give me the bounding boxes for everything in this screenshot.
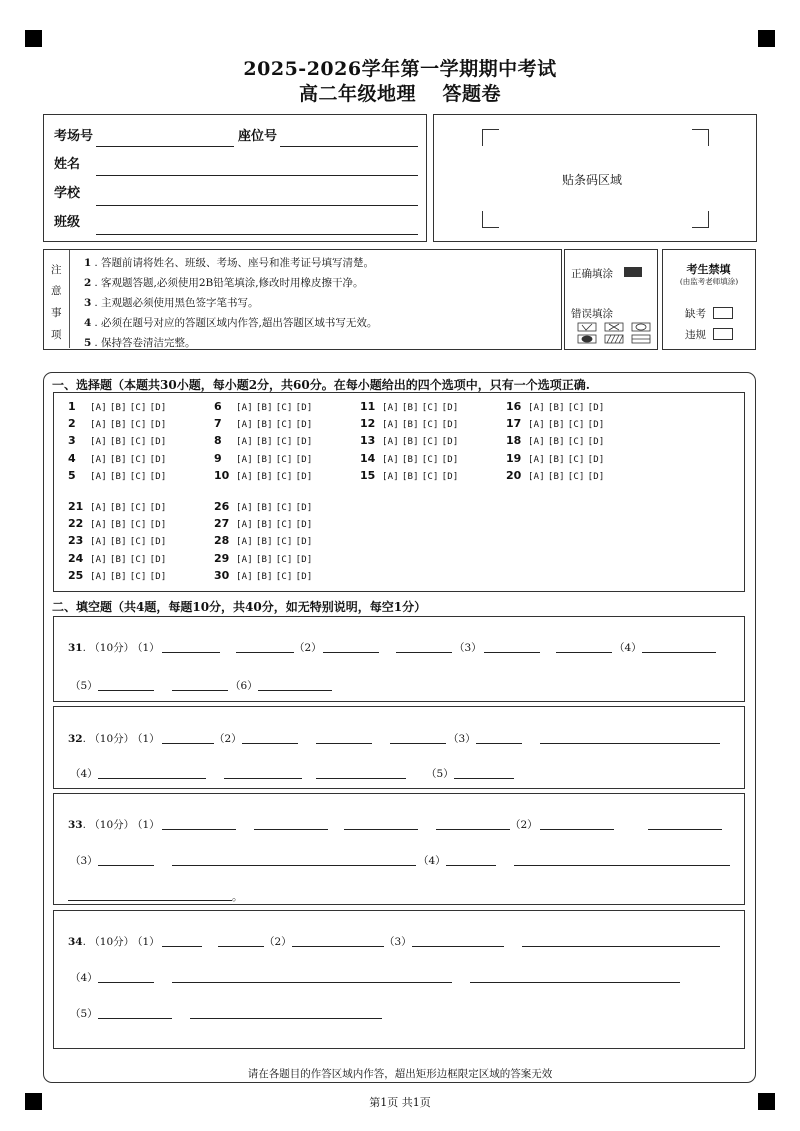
correct-fill-label: 正确填涂 (571, 268, 613, 280)
q32-label: 32. （10分） (68, 733, 135, 745)
choice-bubble[interactable]: [B] (255, 503, 273, 513)
notice-item: 3 . 主观题必须使用黑色签字笔书写。 (84, 297, 259, 309)
paper-subtitle: 高二年级地理 答题卷 (298, 83, 502, 105)
q31-blank[interactable] (484, 652, 540, 653)
choice-question (360, 434, 461, 447)
notice-side-char: 意 (51, 285, 62, 297)
q33-blank[interactable] (446, 865, 496, 866)
choice-bubble[interactable]: [A] (528, 403, 545, 413)
barcode-area (433, 114, 757, 242)
choice-bubble[interactable]: [A] (236, 520, 253, 531)
q31-blank[interactable] (98, 690, 154, 691)
choice-question (68, 400, 169, 413)
choice-question (68, 417, 169, 430)
choice-bubble[interactable]: [B] (547, 454, 565, 465)
choice-bubble[interactable]: [C] (275, 420, 293, 431)
choice-bubble[interactable]: [B] (547, 420, 565, 431)
choice-question (68, 534, 169, 547)
choice-question (506, 469, 607, 482)
q34-blank[interactable] (218, 946, 264, 947)
choice-bubble[interactable]: [D] (587, 454, 605, 465)
name-field[interactable] (96, 175, 418, 176)
choice-bubble[interactable]: [C] (567, 471, 585, 482)
question-number: 25 (68, 568, 84, 582)
school-field[interactable] (96, 205, 418, 206)
q32-part2-label: （2） (214, 733, 242, 745)
choice-bubble[interactable]: [D] (587, 403, 605, 413)
choice-bubble[interactable]: [B] (109, 520, 127, 531)
choice-bubble[interactable]: [A] (90, 520, 107, 531)
choice-bubble[interactable]: [C] (421, 403, 439, 413)
choice-bubble[interactable]: [B] (109, 437, 127, 448)
barcode-label: 贴条码区域 (562, 173, 623, 187)
question-number: 18 (506, 434, 522, 448)
choice-bubble[interactable]: [C] (129, 537, 147, 548)
exam-room-label: 考场号 (54, 129, 94, 144)
q34-blank[interactable] (162, 946, 202, 947)
q33-blank[interactable] (344, 829, 418, 830)
choice-bubble[interactable]: [D] (441, 437, 459, 448)
choice-bubble[interactable]: [D] (587, 420, 605, 431)
choice-bubble[interactable]: [D] (149, 571, 167, 582)
choice-bubble[interactable]: [A] (236, 420, 253, 431)
q33-blank[interactable] (514, 865, 730, 866)
choice-question (214, 500, 315, 513)
choice-question (214, 400, 315, 413)
choice-bubble[interactable]: [C] (421, 454, 439, 465)
choice-bubble[interactable]: [C] (567, 437, 585, 448)
q31-part1-label: （1） (132, 642, 160, 654)
question-number: 15 (360, 468, 376, 482)
choice-question (506, 400, 607, 413)
q32-box (53, 706, 745, 789)
choice-bubble[interactable]: [D] (149, 537, 167, 548)
registration-mark-top-right (758, 30, 775, 47)
q31-blank[interactable] (323, 652, 379, 653)
q32-blank[interactable] (224, 778, 302, 779)
choice-bubble[interactable]: [C] (275, 454, 293, 465)
q32-part4-label: （4） (70, 768, 98, 780)
question-number: 6 (214, 400, 222, 413)
choice-bubble[interactable]: [B] (109, 554, 127, 565)
choice-bubble[interactable]: [B] (255, 454, 273, 465)
choice-question (68, 434, 169, 447)
registration-mark-top-left (25, 30, 42, 47)
q31-blank[interactable] (172, 690, 228, 691)
q32-blank[interactable] (316, 743, 372, 744)
choice-bubble[interactable]: [C] (275, 403, 293, 413)
q33-blank[interactable] (172, 865, 416, 866)
exam-title: 2025-2026学年第一学期期中考试 (243, 58, 557, 80)
q34-blank[interactable] (98, 982, 154, 983)
page-number: 第1页 共1页 (369, 1096, 431, 1109)
choice-bubble[interactable]: [D] (149, 520, 167, 531)
choice-bubble[interactable]: [D] (295, 403, 313, 413)
choice-bubble[interactable]: [D] (149, 454, 167, 465)
barcode-corner-bl (482, 211, 499, 228)
choice-bubble[interactable]: [B] (255, 571, 273, 582)
exam-room-field[interactable] (96, 146, 234, 147)
choice-bubble[interactable]: [D] (149, 471, 167, 482)
q33-blank[interactable] (254, 829, 328, 830)
forbidden-box (662, 249, 756, 350)
choice-question (68, 469, 169, 482)
q34-box (53, 910, 745, 1049)
question-number: 27 (214, 517, 230, 531)
choice-bubble[interactable]: [B] (109, 471, 127, 482)
choice-bubble[interactable]: [D] (149, 437, 167, 448)
q34-part2-label: （2） (264, 936, 292, 948)
choice-bubble[interactable]: [A] (236, 454, 253, 465)
choice-bubble[interactable]: [B] (401, 454, 419, 465)
question-number: 14 (360, 451, 376, 465)
choice-bubble[interactable]: [A] (528, 454, 545, 465)
choice-bubble[interactable]: [B] (547, 471, 565, 482)
q31-part2-label: （2） (294, 642, 322, 654)
choice-bubble[interactable]: [A] (236, 403, 253, 413)
choice-bubble[interactable]: [C] (129, 503, 147, 513)
question-number: 5 (68, 468, 76, 482)
q32-blank[interactable] (242, 743, 298, 744)
choice-bubble[interactable]: [D] (295, 554, 313, 565)
choice-bubble[interactable]: [A] (90, 554, 107, 565)
question-number: 3 (68, 434, 76, 448)
choice-bubble[interactable]: [C] (129, 437, 147, 448)
question-number: 4 (68, 451, 76, 465)
choice-bubble[interactable]: [D] (295, 471, 313, 482)
choice-bubble[interactable]: [C] (275, 554, 293, 565)
q32-blank[interactable] (98, 778, 206, 779)
q33-part2-label: （2） (510, 819, 538, 831)
question-number: 10 (214, 468, 230, 482)
choice-bubble[interactable]: [B] (109, 454, 127, 465)
wrong-fill-label: 错误填涂 (571, 308, 613, 320)
choice-bubble[interactable]: [D] (587, 471, 605, 482)
choice-bubble[interactable]: [D] (295, 503, 313, 513)
q34-blank[interactable] (522, 946, 720, 947)
q34-blank[interactable] (470, 982, 680, 983)
q34-part4-label: （4） (70, 972, 98, 984)
choice-bubble[interactable]: [A] (382, 420, 399, 431)
q31-blank[interactable] (642, 652, 716, 653)
choice-bubble[interactable]: [D] (295, 571, 313, 582)
answer-area-warning: 请在各题目的作答区域内作答，超出矩形边框限定区域的答案无效 (247, 1068, 553, 1080)
absent-label: 缺考 (685, 308, 706, 320)
choice-bubble[interactable]: [A] (236, 554, 253, 565)
forbidden-title: 考生禁填 (686, 263, 731, 276)
q32-blank[interactable] (540, 743, 720, 744)
choice-bubble[interactable]: [C] (129, 571, 147, 582)
q34-part3-label: （3） (384, 936, 412, 948)
choice-bubble[interactable]: [A] (236, 471, 253, 482)
choice-question (506, 434, 607, 447)
choice-question (214, 552, 315, 565)
choice-bubble[interactable]: [B] (547, 437, 565, 448)
choice-bubble[interactable]: [A] (90, 403, 107, 413)
choice-bubble[interactable]: [B] (255, 554, 273, 565)
q33-part1-label: （1） (132, 819, 160, 831)
q31-part6-label: （6） (230, 680, 258, 692)
choice-bubble[interactable]: [C] (275, 471, 293, 482)
choice-bubble[interactable]: [D] (295, 437, 313, 448)
choice-question (506, 452, 607, 465)
q32-blank[interactable] (476, 743, 522, 744)
q33-blank[interactable] (648, 829, 722, 830)
choice-bubble[interactable]: [B] (255, 403, 273, 413)
notice-item: 1 . 答题前请将姓名、班级、考场、座号和准考证号填写清楚。 (84, 257, 374, 269)
choice-bubble[interactable]: [B] (109, 571, 127, 582)
choice-question (360, 400, 461, 413)
barcode-corner-br (692, 211, 709, 228)
q31-box (53, 616, 745, 702)
section2-title: 二、填空题（共4题，每题10分，共40分，如无特别说明，每空1分） (52, 600, 427, 614)
question-number: 29 (214, 551, 230, 565)
choice-question (68, 500, 169, 513)
choice-bubble[interactable]: [D] (149, 554, 167, 565)
question-number: 16 (506, 400, 522, 413)
choice-bubble[interactable]: [A] (90, 471, 107, 482)
choice-question (360, 417, 461, 430)
choice-bubble[interactable]: [A] (90, 571, 107, 582)
q33-part3-label: （3） (70, 855, 98, 867)
notice-item: 4 . 必须在题号对应的答题区域内作答,超出答题区域书写无效。 (84, 317, 378, 329)
choice-bubble[interactable]: [A] (236, 537, 253, 548)
choice-question (214, 469, 315, 482)
barcode-corner-tr (692, 129, 709, 146)
choice-bubble[interactable]: [C] (129, 420, 147, 431)
choice-bubble[interactable]: [C] (567, 420, 585, 431)
choice-bubble[interactable]: [C] (129, 520, 147, 531)
choice-bubble[interactable]: [B] (401, 420, 419, 431)
q34-blank[interactable] (98, 1018, 172, 1019)
choice-bubble[interactable]: [C] (421, 420, 439, 431)
q32-blank[interactable] (316, 778, 406, 779)
section1-title: 一、选择题（本题共30小题，每小题2分，共60分。在每小题给出的四个选项中，只有一个选项正确. (52, 378, 590, 392)
choice-bubble[interactable]: [A] (236, 437, 253, 448)
choice-bubble[interactable]: [A] (90, 437, 107, 448)
q33-box (53, 793, 745, 905)
choice-question (214, 517, 315, 530)
choice-bubble[interactable]: [A] (236, 571, 253, 582)
forbidden-subtitle: (由监考老师填涂) (679, 277, 739, 286)
notice-box (43, 249, 562, 350)
choice-bubble[interactable]: [D] (295, 520, 313, 531)
choice-bubble[interactable]: [A] (528, 437, 545, 448)
q31-blank[interactable] (556, 652, 612, 653)
seat-field[interactable] (280, 146, 418, 147)
choice-bubble[interactable]: [B] (401, 403, 419, 413)
question-number: 7 (214, 417, 222, 431)
q34-part1-label: （1） (132, 936, 160, 948)
choice-bubble[interactable]: [D] (295, 454, 313, 465)
question-number: 28 (214, 534, 230, 548)
q31-part4-label: （4） (614, 642, 642, 654)
choice-bubble[interactable]: [A] (90, 537, 107, 548)
q33-blank[interactable] (68, 900, 232, 901)
q31-blank[interactable] (396, 652, 452, 653)
q33-blank[interactable] (98, 865, 154, 866)
q32-part5-label: （5） (426, 768, 454, 780)
q33-blank[interactable] (162, 829, 236, 830)
choice-bubble[interactable]: [D] (149, 503, 167, 513)
question-number: 9 (214, 451, 222, 465)
choice-bubble[interactable]: [A] (528, 420, 545, 431)
wrong-fill-check (578, 323, 596, 331)
choice-bubble[interactable]: [A] (382, 403, 399, 413)
choice-bubble[interactable]: [A] (528, 471, 545, 482)
q34-blank[interactable] (292, 946, 384, 947)
choice-question (214, 569, 315, 582)
choice-question (360, 452, 461, 465)
notice-item: 2 . 客观题答题,必须使用2B铅笔填涂,修改时用橡皮擦干净。 (84, 277, 364, 289)
question-number: 22 (68, 517, 84, 531)
q31-label: 31. （10分） (68, 642, 135, 654)
q32-blank[interactable] (390, 743, 446, 744)
choice-bubble[interactable]: [C] (567, 403, 585, 413)
q33-part4-label: （4） (418, 855, 446, 867)
q34-label: 34. （10分） (68, 936, 135, 948)
question-number: 26 (214, 500, 230, 513)
choice-bubble[interactable]: [D] (441, 454, 459, 465)
violation-label: 违规 (685, 329, 706, 341)
choice-bubble[interactable]: [A] (382, 471, 399, 482)
violation-checkbox[interactable] (713, 328, 733, 340)
question-number: 12 (360, 417, 376, 431)
absent-checkbox[interactable] (713, 307, 733, 319)
notice-item: 5 . 保持答卷清洁完整。 (84, 337, 196, 349)
question-number: 30 (214, 568, 230, 582)
notice-divider (69, 250, 70, 348)
choice-bubble[interactable]: [B] (255, 537, 273, 548)
choice-bubble[interactable]: [B] (109, 420, 127, 431)
choice-bubble[interactable]: [B] (255, 437, 273, 448)
q34-blank[interactable] (190, 1018, 382, 1019)
choice-bubble[interactable]: [D] (295, 420, 313, 431)
choice-bubble[interactable]: [D] (441, 403, 459, 413)
student-info-box (43, 114, 427, 242)
choice-bubble[interactable]: [C] (275, 537, 293, 548)
choice-bubble[interactable]: [C] (129, 454, 147, 465)
choice-bubble[interactable]: [A] (382, 454, 399, 465)
q33-blank[interactable] (436, 829, 510, 830)
choice-bubble[interactable]: [C] (421, 471, 439, 482)
fill-example-box (564, 249, 658, 350)
choice-question (360, 469, 461, 482)
seat-label: 座位号 (238, 129, 278, 144)
choice-question (68, 552, 169, 565)
choice-bubble[interactable]: [C] (129, 554, 147, 565)
question-number: 13 (360, 434, 376, 448)
choice-question (506, 417, 607, 430)
choice-bubble[interactable]: [C] (275, 520, 293, 531)
choice-bubble[interactable]: [C] (421, 437, 439, 448)
class-label: 班级 (54, 215, 81, 230)
choice-bubble[interactable]: [B] (109, 403, 127, 413)
question-number: 11 (360, 400, 376, 413)
choice-bubble[interactable]: [B] (401, 437, 419, 448)
choice-bubble[interactable]: [B] (255, 471, 273, 482)
question-number: 19 (506, 451, 522, 465)
choice-question (214, 534, 315, 547)
question-number: 23 (68, 534, 84, 548)
barcode-corner-tl (482, 129, 499, 146)
choice-bubble[interactable]: [A] (382, 437, 399, 448)
choice-question (68, 569, 169, 582)
choice-bubble[interactable]: [B] (109, 537, 127, 548)
choice-bubble[interactable]: [C] (275, 571, 293, 582)
notice-side-char: 事 (51, 307, 62, 319)
q32-part1-label: （1） (132, 733, 160, 745)
question-number: 1 (68, 400, 76, 413)
school-label: 学校 (54, 186, 81, 201)
name-label: 姓名 (54, 157, 81, 172)
q34-part5-label: （5） (70, 1008, 98, 1020)
q31-part5-label: （5） (70, 680, 98, 692)
notice-side-char: 项 (51, 329, 62, 341)
choice-bubble[interactable]: [B] (109, 503, 127, 513)
choice-question (214, 417, 315, 430)
choice-bubble[interactable]: [C] (275, 503, 293, 513)
choice-question (214, 434, 315, 447)
question-number: 2 (68, 417, 76, 431)
correct-fill-swatch (624, 267, 642, 277)
choice-bubble[interactable]: [D] (441, 471, 459, 482)
q31-blank[interactable] (236, 652, 294, 653)
choice-question (68, 452, 169, 465)
q31-blank[interactable] (162, 652, 220, 653)
choice-bubble[interactable]: [D] (587, 437, 605, 448)
question-number: 17 (506, 417, 522, 431)
question-number: 8 (214, 434, 222, 448)
choice-bubble[interactable]: [B] (547, 403, 565, 413)
question-number: 21 (68, 500, 84, 513)
choice-bubble[interactable]: [D] (149, 420, 167, 431)
q33-blank[interactable] (540, 829, 614, 830)
notice-side-char: 注 (51, 264, 62, 276)
question-number: 20 (506, 468, 522, 482)
choice-bubble[interactable]: [B] (401, 471, 419, 482)
q34-blank[interactable] (412, 946, 504, 947)
choice-question (214, 452, 315, 465)
q32-part3-label: （3） (448, 733, 476, 745)
choice-bubble[interactable]: [C] (567, 454, 585, 465)
wrong-fill-examples (577, 322, 653, 346)
choice-bubble[interactable]: [D] (441, 420, 459, 431)
choice-bubble[interactable]: [B] (255, 420, 273, 431)
q32-blank[interactable] (454, 778, 514, 779)
choice-bubble[interactable]: [A] (236, 503, 253, 513)
q33-end-mark: 。 (232, 891, 243, 903)
choice-bubble[interactable]: [C] (129, 471, 147, 482)
choice-bubble[interactable]: [A] (90, 503, 107, 513)
choice-bubble[interactable]: [B] (255, 520, 273, 531)
q31-part3-label: （3） (454, 642, 482, 654)
choice-bubble[interactable]: [D] (149, 403, 167, 413)
choice-bubble[interactable]: [A] (90, 420, 107, 431)
choice-bubble[interactable]: [C] (129, 403, 147, 413)
q33-label: 33. （10分） (68, 819, 135, 831)
choice-bubble[interactable]: [A] (90, 454, 107, 465)
choice-bubble[interactable]: [C] (275, 437, 293, 448)
question-number: 24 (68, 551, 84, 565)
q31-blank[interactable] (258, 690, 332, 691)
choice-question (68, 517, 169, 530)
q32-blank[interactable] (162, 743, 214, 744)
choice-bubble[interactable]: [D] (295, 537, 313, 548)
class-field[interactable] (96, 234, 418, 235)
q34-blank[interactable] (172, 982, 452, 983)
